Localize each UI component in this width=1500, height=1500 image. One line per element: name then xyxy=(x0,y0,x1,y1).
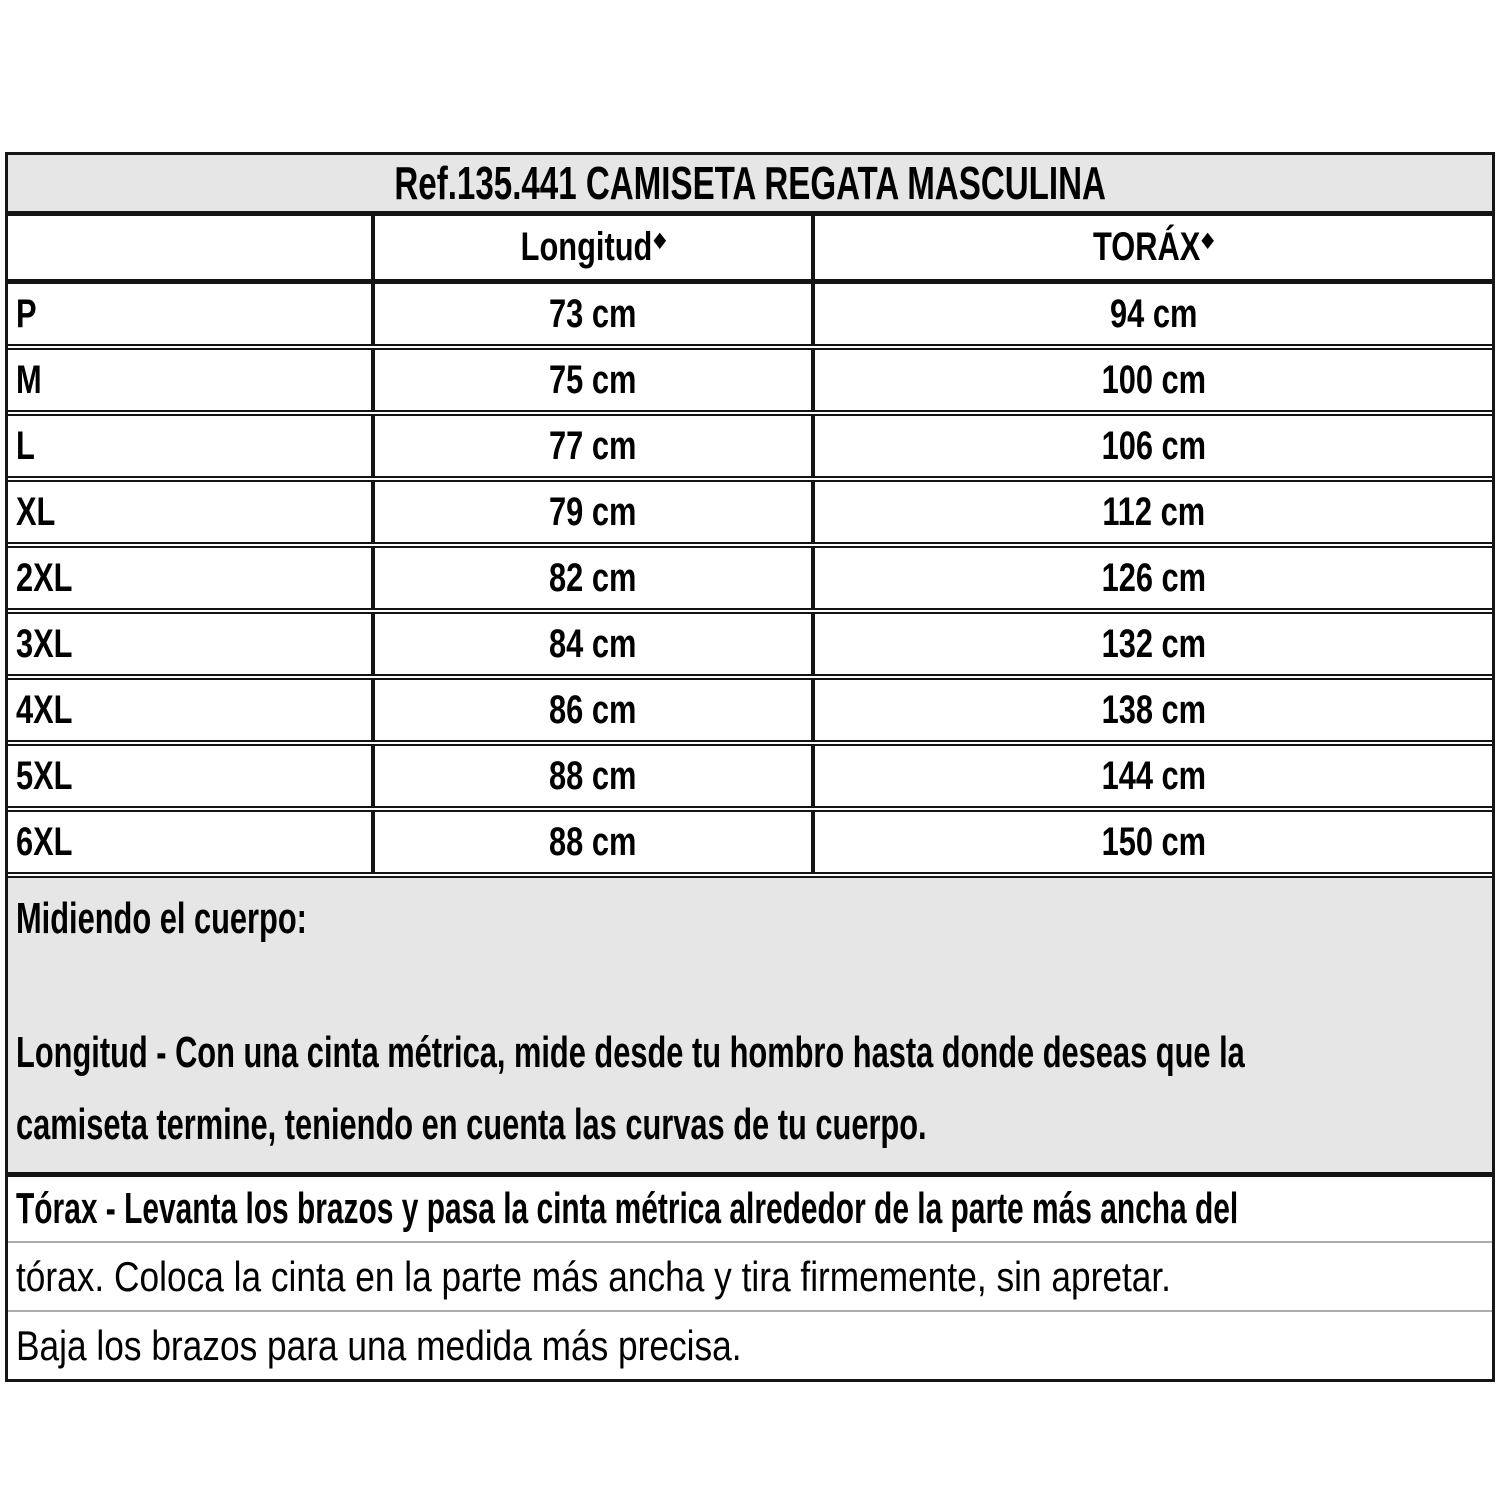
torax-value: 112 cm xyxy=(1102,489,1205,534)
size-label: 2XL xyxy=(16,555,73,600)
torax-instruction-line2: tórax. Coloca la cinta en la parte más ancha y tira firmemente, sin apretar. xyxy=(8,1241,1492,1310)
longitud-value: 88 cm xyxy=(549,753,637,798)
header-torax-cell xyxy=(811,216,1492,279)
measuring-heading: Midiendo el cuerpo: xyxy=(16,894,307,943)
blank-line xyxy=(16,960,1484,1022)
torax-value: 94 cm xyxy=(1109,291,1198,336)
torax-value: 144 cm xyxy=(1101,753,1206,798)
footnote-diamond-icon: ◆ xyxy=(1201,229,1214,251)
size-label: 6XL xyxy=(16,819,73,864)
torax-instruction-line3: Baja los brazos para una medida más precisa. xyxy=(8,1310,1492,1379)
longitud-value: 75 cm xyxy=(549,357,637,402)
chart-title: Ref.135.441 CAMISETA REGATA MASCULINA xyxy=(394,157,1106,209)
longitud-value: 88 cm xyxy=(549,819,637,864)
size-label: 4XL xyxy=(16,687,73,732)
torax-value: 132 cm xyxy=(1101,621,1206,666)
table-row-2xl xyxy=(8,548,1492,614)
size-label: 5XL xyxy=(16,753,73,798)
table-row-4xl xyxy=(8,680,1492,746)
torax-value: 106 cm xyxy=(1101,423,1206,468)
longitud-value: 84 cm xyxy=(549,621,637,666)
table-header-row xyxy=(8,216,1492,284)
column-header-longitud: Longitud◆ xyxy=(520,225,666,269)
table-row-xl xyxy=(8,482,1492,548)
longitud-value: 86 cm xyxy=(549,687,637,732)
column-header-torax: TORÁX◆ xyxy=(1093,225,1214,269)
header-size-cell xyxy=(8,216,371,279)
table-row-m xyxy=(8,350,1492,416)
measuring-instructions xyxy=(8,878,1492,1177)
size-chart-sheet xyxy=(5,152,1495,1382)
longitud-value: 77 cm xyxy=(549,423,637,468)
table-row-5xl xyxy=(8,746,1492,812)
size-label: M xyxy=(16,357,42,402)
size-label: 3XL xyxy=(16,621,73,666)
longitud-instruction-line1: Longitud - Con una cinta métrica, mide desde tu hombro hasta donde deseas que la xyxy=(16,1028,1245,1077)
footnote-diamond-icon: ◆ xyxy=(653,229,666,251)
longitud-value: 73 cm xyxy=(549,291,637,336)
torax-value: 100 cm xyxy=(1101,357,1206,402)
size-label: L xyxy=(16,423,35,468)
table-row-6xl xyxy=(8,812,1492,878)
table-row-3xl xyxy=(8,614,1492,680)
torax-value: 150 cm xyxy=(1101,819,1206,864)
torax-value: 126 cm xyxy=(1101,555,1206,600)
torax-instruction-line1: Tórax - Levanta los brazos y pasa la cinta métrica alrededor de la parte más ancha del xyxy=(8,1177,1492,1241)
longitud-value: 79 cm xyxy=(549,489,637,534)
torax-value: 138 cm xyxy=(1101,687,1206,732)
chart-title-bar xyxy=(8,155,1492,216)
longitud-instruction-line2: camiseta termine, teniendo en cuenta las curvas de tu cuerpo. xyxy=(16,1100,927,1149)
size-label: XL xyxy=(16,489,56,534)
header-longitud-cell xyxy=(371,216,811,279)
table-row-p xyxy=(8,284,1492,350)
size-label: P xyxy=(16,291,37,336)
longitud-value: 82 cm xyxy=(549,555,637,600)
table-row-l xyxy=(8,416,1492,482)
